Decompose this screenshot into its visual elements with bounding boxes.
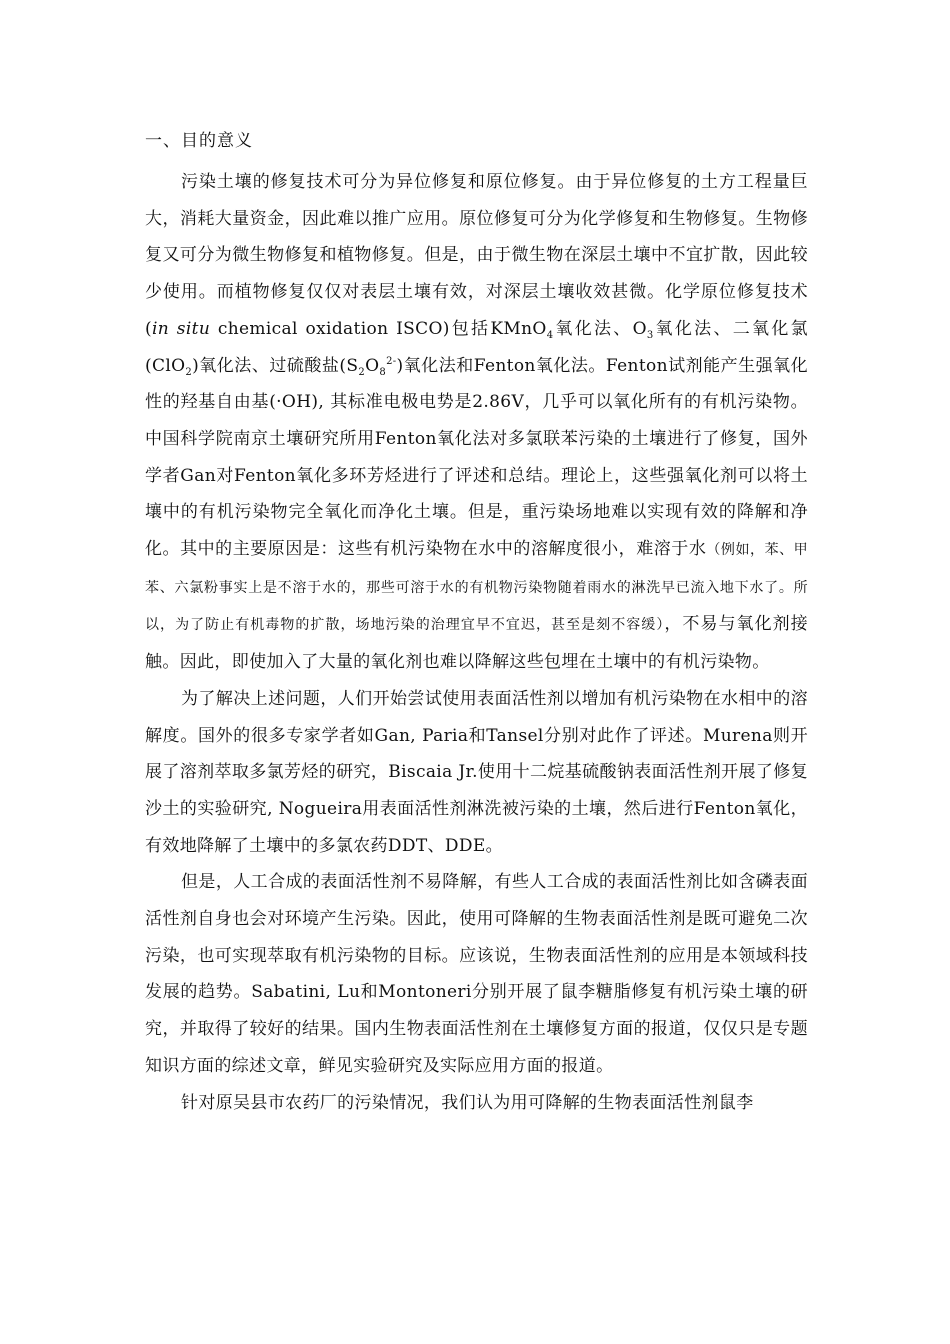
- p1-text-e: 氧化法、O: [553, 318, 647, 339]
- p1-sub-8: 8: [379, 366, 387, 378]
- p1-text-p: ，不易与氧化剂接触。因此，即使加入了大量的氧化剂也难以降解这些包埋在土壤中的有机污染物。: [145, 614, 808, 673]
- p1-sub-4: 4: [546, 329, 554, 341]
- document-page: [145, 124, 808, 1121]
- paragraph-4: 针对原吴县市农药厂的污染情况，我们认为用可降解的生物表面活性剂鼠李: [181, 1092, 754, 1113]
- p1-text-c: chemical oxidation ISCO)包括KMnO: [210, 318, 547, 339]
- paragraph-1: [145, 164, 808, 681]
- p1-italic-in-situ: in situ: [151, 318, 211, 339]
- p1-sub-3: 3: [646, 329, 654, 341]
- p1-text-a: 污染土壤的修复技术可分为异位修复和原位修复。由于异位修复的土方工程量巨大，消耗大量资金，因此难以推广应用。原位修复可分为化学修复和生物修复。生物修复又可分为微生物修复和植物修复。但是，由于微生物在深层土壤中不宜扩散，因此较少使用。而植物修复仅仅对表层土壤有效，对深层土壤收效甚微。化学原位修复技术(: [145, 172, 808, 339]
- paragraph-3: 但是，人工合成的表面活性剂不易降解，有些人工合成的表面活性剂比如含磷表面活性剂自身也会对环境产生污染。因此，使用可降解的生物表面活性剂是既可避免二次污染，也可实现萃取有机污染物的目标。应该说，生物表面活性剂的应用是本领域科技发展的趋势。Sabatini, Lu和Montoneri分别开展了鼠李糖脂修复有机污染土壤的研究，并取得了较好的结果。国内生物表面活性剂在土壤修复方面的报道，仅仅只是专题知识方面的综述文章，鲜见实验研究及实际应用方面的报道。: [145, 872, 808, 1076]
- p1-text-g: 氧化法、二氧化氯(ClO: [145, 318, 809, 376]
- p1-sup-2minus: 2-: [386, 355, 397, 367]
- p1-sub-2b: 2: [358, 366, 366, 378]
- p1-parenthetical-note: （例如，苯、甲苯、六氯粉事实上是不溶于水的，那些可溶于水的有机物污染物随着雨水的淋洗早已流入地下水了。所以，为了防止有机毒物的扩散，场地污染的治理宜早不宜迟，甚至是刻不容缓）: [145, 542, 808, 634]
- p1-text-n: )氧化法和Fenton氧化法。Fenton试剂能产生强氧化性的羟基自由基(·OH), 其标准电极电势是2.86V，几乎可以氧化所有的有机污染物。中国科学院南京土壤研究所用Fenton氧化法对多氯联苯污染的土壤进行了修复，国外学者Gan对Fenton氧化多环芳烃进行了评述和总结。理论上，这些强氧化剂可以将土壤中的有机污染物完全氧化而净化土壤。但是，重污染场地难以实现有效的降解和净化。其中的主要原因是：这些有机污染物在水中的溶解度很小，难溶于水: [145, 355, 809, 560]
- p1-text-i: )氧化法、过硫酸盐(S: [192, 355, 359, 376]
- p1-sub-2a: 2: [185, 366, 193, 378]
- section-heading: 一、目的意义: [145, 131, 253, 151]
- p1-text-k: O: [365, 355, 380, 376]
- paragraph-2: 为了解决上述问题，人们开始尝试使用表面活性剂以增加有机污染物在水相中的溶解度。国外的很多专家学者如Gan, Paria和Tansel分别对此作了评述。Murena则开展了溶剂萃取多氯芳烃的研究，Biscaia Jr.使用十二烷基硫酸钠表面活性剂开展了修复沙土的实验研究, Nogueira用表面活性剂淋洗被污染的土壤，然后进行Fenton氧化，有效地降解了土壤中的多氯农药DDT、DDE。: [145, 688, 808, 856]
